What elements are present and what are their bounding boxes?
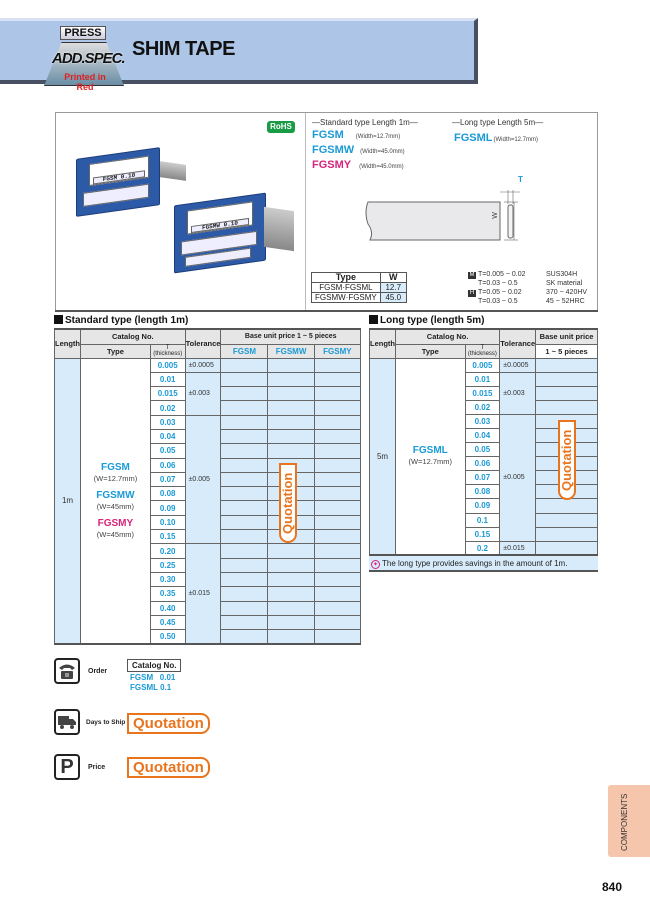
- length-header: Length: [370, 329, 396, 358]
- standard-price-table: [54, 328, 361, 645]
- thickness-cell: 0.40: [150, 601, 185, 615]
- diagram-t-label: T: [518, 175, 523, 184]
- thickness-cell: 0.01: [150, 372, 185, 386]
- components-side-tab[interactable]: [608, 785, 650, 857]
- price-cell: [221, 472, 268, 486]
- thickness-cell: 0.09: [150, 501, 185, 515]
- thickness-cell: 0.50: [150, 630, 185, 644]
- price-cell: [314, 587, 360, 601]
- price-cell: [221, 530, 268, 544]
- price-cell: [221, 429, 268, 443]
- type-model-name: FGSM: [100, 461, 130, 473]
- thickness-header: T (thickness): [465, 344, 500, 358]
- telephone-icon: [54, 658, 80, 684]
- product-photo: [56, 113, 306, 310]
- price-cell: [314, 387, 360, 401]
- type-model-name: FGSMW: [96, 489, 135, 501]
- side-tab-label: COMPONENTS: [620, 793, 629, 851]
- thickness-cell: 0.05: [150, 444, 185, 458]
- tape-strip: [160, 161, 186, 181]
- thickness-cell: 0.06: [465, 457, 500, 471]
- truck-icon: [54, 709, 80, 735]
- price-cell: [221, 401, 268, 415]
- thickness-header: T (thickness): [150, 344, 185, 358]
- thickness-cell: 0.005: [150, 358, 185, 372]
- price-cell: [314, 630, 360, 644]
- price-cell: [536, 358, 598, 372]
- w-cell: 12.7: [380, 283, 406, 293]
- long-quotation-label: Quotation: [558, 420, 576, 500]
- thickness-cell: 0.15: [465, 527, 500, 541]
- price-cell: [221, 487, 268, 501]
- price-cell: [314, 501, 360, 515]
- page-title: SHIM TAPE: [132, 38, 235, 60]
- type-model-width: (W=45mm): [96, 501, 135, 511]
- price-cell: [221, 501, 268, 515]
- price-cell: [314, 601, 360, 615]
- material-value: 370 ~ 420HV: [546, 289, 588, 296]
- price-cell: [221, 587, 268, 601]
- type-cell: [396, 358, 466, 555]
- thickness-cell: 0.03: [465, 414, 500, 428]
- price-cell: [221, 630, 268, 644]
- price-icon: P: [54, 754, 80, 780]
- thickness-cell: 0.04: [150, 429, 185, 443]
- tolerance-header: Tolerance: [185, 329, 221, 358]
- price-cell: [221, 358, 268, 372]
- tolerance-cell: ±0.0005: [500, 358, 536, 372]
- price-cell: [268, 601, 314, 615]
- price-cell: [268, 415, 314, 429]
- price-col-fgsmw: FGSMW: [268, 344, 314, 358]
- type-header: Type: [396, 344, 466, 358]
- type-model-width: (W=12.7mm): [408, 457, 453, 467]
- order-examples: [130, 673, 175, 693]
- box-label-fgsmw: FGSMW 0.10: [191, 218, 249, 233]
- box-label-fgsm: FGSM 0.10: [93, 170, 145, 184]
- material-range: T=0.03 ~ 0.5: [478, 280, 518, 287]
- material-range: T=0.05 ~ 0.02: [478, 289, 522, 296]
- order-example-2: FGSML 0.1: [130, 683, 172, 692]
- price-cell: [314, 401, 360, 415]
- page-number: 840: [602, 880, 623, 894]
- thickness-cell: 0.05: [465, 443, 500, 457]
- price-value: Quotation: [127, 757, 210, 778]
- badge-press-label: PRESS: [60, 26, 106, 40]
- thickness-cell: 0.07: [150, 472, 185, 486]
- model-fgsm: FGSM: [312, 129, 344, 141]
- catalog-header: Catalog No.: [396, 329, 500, 344]
- w-cell: 45.0: [380, 293, 406, 303]
- press-add-spec-badge: [44, 24, 125, 92]
- model-fgsm-note: (Width=12.7mm): [355, 134, 401, 140]
- type-cell: FGSM·FGSML: [312, 283, 381, 293]
- price-cell: [221, 572, 268, 586]
- thickness-cell: 0.015: [150, 387, 185, 401]
- price-cell: [314, 515, 360, 529]
- model-fgsmy: FGSMY: [312, 159, 352, 171]
- long-type-heading: —Long type Length 5m—: [452, 118, 544, 127]
- days-to-ship-label: Days to Ship: [86, 719, 126, 726]
- thickness-cell: 0.1: [465, 513, 500, 527]
- price-cell: [221, 544, 268, 558]
- thickness-cell: 0.10: [150, 515, 185, 529]
- price-cell: [268, 358, 314, 372]
- order-label: Order: [88, 668, 108, 675]
- standard-table-title: [54, 315, 188, 326]
- price-cell: [314, 530, 360, 544]
- model-fgsml: FGSML: [454, 132, 493, 144]
- catalog-no-box: Catalog No.: [127, 659, 181, 672]
- thickness-cell: 0.09: [465, 499, 500, 513]
- price-cell: [268, 444, 314, 458]
- price-cell: [314, 472, 360, 486]
- price-cell: [268, 572, 314, 586]
- price-cell: [314, 358, 360, 372]
- thickness-cell: 0.35: [150, 587, 185, 601]
- price-header: Base unit price: [536, 329, 598, 344]
- thickness-cell: 0.02: [150, 401, 185, 415]
- type-model-name: FGSMY: [97, 517, 134, 529]
- price-cell: [268, 387, 314, 401]
- tolerance-cell: ±0.015: [185, 544, 221, 644]
- tape-box-fgsm: [76, 147, 160, 217]
- price-cell: [536, 499, 598, 513]
- price-cell: [221, 372, 268, 386]
- price-cell: [314, 558, 360, 572]
- price-cell: [536, 541, 598, 555]
- thickness-cell: 0.08: [465, 485, 500, 499]
- price-cell: [314, 415, 360, 429]
- thickness-cell: 0.015: [465, 386, 500, 400]
- type-model-name: FGSML: [412, 445, 448, 457]
- thickness-cell: 0.01: [465, 372, 500, 386]
- model-fgsml-note: (Width=12.7mm): [493, 137, 539, 143]
- price-cell: [221, 387, 268, 401]
- panel-divider: [55, 310, 598, 312]
- thickness-cell: 0.03: [150, 415, 185, 429]
- model-fgsmy-note: (Width=45.0mm): [359, 164, 404, 170]
- type-cell: [81, 358, 151, 644]
- days-to-ship-value: Quotation: [127, 713, 210, 734]
- price-header: Base unit price 1 ~ 5 pieces: [221, 329, 361, 344]
- type-model-width: (W=45mm): [96, 529, 135, 539]
- standard-model-list: [312, 128, 405, 173]
- type-cell: FGSMW·FGSMY: [312, 293, 381, 303]
- long-type-note: [369, 556, 598, 572]
- price-cell: [268, 587, 314, 601]
- thickness-cell: 0.04: [465, 428, 500, 442]
- material-value: SK material: [546, 280, 583, 287]
- price-col-fgsmy: FGSMY: [314, 344, 360, 358]
- material-icon-h: H: [469, 290, 475, 296]
- tolerance-header: Tolerance: [500, 329, 536, 358]
- price-cell: [314, 487, 360, 501]
- order-example-1: FGSM 0.01: [130, 673, 176, 682]
- price-cell: [221, 515, 268, 529]
- price-cell: [268, 429, 314, 443]
- table-row: [55, 358, 361, 372]
- price-cell: [268, 401, 314, 415]
- type-header: Type: [312, 273, 381, 283]
- tolerance-cell: ±0.015: [500, 541, 536, 555]
- tolerance-cell: ±0.0005: [185, 358, 221, 372]
- price-cell: [314, 372, 360, 386]
- price-cell: [314, 544, 360, 558]
- thickness-cell: 0.08: [150, 487, 185, 501]
- price-cell: [314, 615, 360, 629]
- long-table-title-text: Long type (length 5m): [380, 315, 485, 326]
- rohs-badge: RoHS: [267, 121, 295, 133]
- material-spec: [468, 270, 587, 306]
- length-cell: 5m: [370, 358, 396, 555]
- badge-printed-red-label: Printed in Red: [64, 72, 106, 92]
- price-cell: [536, 513, 598, 527]
- price-cell: [268, 372, 314, 386]
- tolerance-cell: ±0.003: [500, 372, 536, 414]
- price-label: Price: [88, 764, 106, 771]
- price-cell: [221, 415, 268, 429]
- w-header: W: [380, 273, 406, 283]
- length-header: Length: [55, 329, 81, 358]
- price-cell: [536, 372, 598, 386]
- price-cell: [536, 400, 598, 414]
- thickness-cell: 0.2: [465, 541, 500, 555]
- length-cell: 1m: [55, 358, 81, 644]
- price-subheader: 1 ~ 5 pieces: [536, 344, 598, 358]
- type-width-table: [311, 272, 407, 303]
- standard-type-heading: —Standard type Length 1m—: [312, 118, 418, 127]
- material-value: 45 ~ 52HRC: [546, 298, 585, 305]
- thickness-cell: 0.25: [150, 558, 185, 572]
- thickness-cell: 0.45: [150, 615, 185, 629]
- material-value: SUS304H: [546, 271, 578, 278]
- material-range: T=0.005 ~ 0.02: [478, 271, 526, 278]
- long-table-title: [369, 315, 484, 326]
- model-fgsmw: FGSMW: [312, 144, 355, 156]
- price-cell: [221, 601, 268, 615]
- price-cell: [268, 558, 314, 572]
- price-cell: [314, 572, 360, 586]
- price-cell: [536, 386, 598, 400]
- table-row: [370, 358, 598, 372]
- type-model-width: (W=12.7mm): [93, 473, 138, 483]
- long-model-list: [454, 128, 538, 146]
- type-header: Type: [81, 344, 151, 358]
- price-cell: [221, 458, 268, 472]
- thickness-cell: 0.30: [150, 572, 185, 586]
- price-cell: [314, 458, 360, 472]
- thickness-cell: 0.005: [465, 358, 500, 372]
- price-cell: [221, 444, 268, 458]
- model-fgsmw-note: (Width=45.0mm): [360, 149, 405, 155]
- price-cell: [221, 615, 268, 629]
- material-icon-m: M: [469, 272, 475, 278]
- thickness-cell: 0.20: [150, 544, 185, 558]
- tolerance-cell: ±0.005: [185, 415, 221, 544]
- long-type-note-text: The long type provides savings in the amount of 1m.: [382, 559, 568, 568]
- price-cell: [268, 544, 314, 558]
- material-range: T=0.03 ~ 0.5: [478, 298, 518, 305]
- price-cell: [268, 630, 314, 644]
- pin-icon: ✦: [372, 562, 379, 568]
- thickness-cell: 0.15: [150, 530, 185, 544]
- tape-box-fgsmw: [174, 193, 266, 274]
- standard-table-title-text: Standard type (length 1m): [65, 315, 189, 326]
- tolerance-cell: ±0.003: [185, 372, 221, 415]
- thickness-cell: 0.07: [465, 471, 500, 485]
- price-cell: [536, 527, 598, 541]
- diagram-w-label: W: [491, 212, 499, 219]
- tape-strip-wide: [264, 207, 294, 251]
- tape-dimension-diagram: [360, 172, 540, 252]
- price-col-fgsm: FGSM: [221, 344, 268, 358]
- price-cell: [314, 429, 360, 443]
- price-cell: [221, 558, 268, 572]
- thickness-cell: 0.02: [465, 400, 500, 414]
- catalog-header: Catalog No.: [81, 329, 186, 344]
- price-cell: [268, 615, 314, 629]
- thickness-cell: 0.06: [150, 458, 185, 472]
- price-cell: [314, 444, 360, 458]
- standard-quotation-label: Quotation: [279, 463, 297, 543]
- badge-add-spec-label: ADD.SPEC.: [52, 50, 125, 67]
- tolerance-cell: ±0.005: [500, 414, 536, 541]
